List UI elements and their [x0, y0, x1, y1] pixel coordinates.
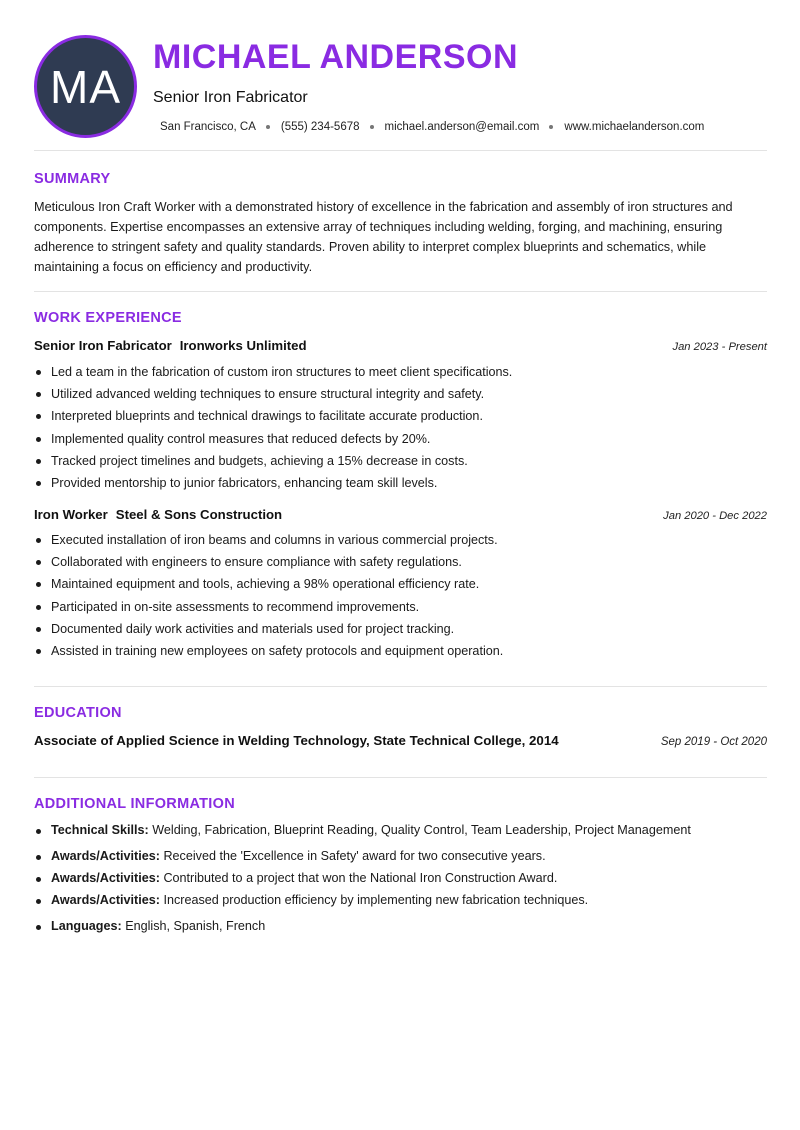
education-degree: Associate of Applied Science in Welding Technology, State Technical College, 2014 — [34, 733, 559, 748]
separator-dot — [266, 125, 270, 129]
job-header — [34, 338, 767, 353]
info-label: Awards/Activities: — [51, 893, 160, 907]
list-item: Maintained equipment and tools, achieving a 98% operational efficiency rate. — [51, 573, 767, 595]
list-item: Collaborated with engineers to ensure compliance with safety regulations. — [51, 551, 767, 573]
job-header — [34, 507, 767, 522]
info-label: Languages: — [51, 919, 122, 933]
section-divider — [34, 777, 767, 778]
contact-email[interactable]: michael.anderson@email.com — [384, 121, 540, 133]
job-title: Senior Iron Fabricator — [153, 89, 308, 106]
work-experience-heading: WORK EXPERIENCE — [34, 310, 182, 326]
list-item — [51, 823, 691, 837]
list-item — [51, 849, 546, 863]
contact-location: San Francisco, CA — [160, 121, 256, 133]
section-divider — [34, 686, 767, 687]
list-item: Documented daily work activities and materials used for project tracking. — [51, 618, 767, 640]
list-item: Interpreted blueprints and technical drawings to facilitate accurate production. — [51, 405, 767, 427]
education-heading: EDUCATION — [34, 705, 122, 721]
list-item: Executed installation of iron beams and columns in various commercial projects. — [51, 529, 767, 551]
list-item — [51, 919, 265, 933]
job-dates: Jan 2020 - Dec 2022 — [663, 510, 767, 522]
list-item: Utilized advanced welding techniques to ensure structural integrity and safety. — [51, 383, 767, 405]
info-label: Awards/Activities: — [51, 871, 160, 885]
list-item — [51, 871, 557, 885]
section-divider — [34, 291, 767, 292]
job-bullets — [51, 361, 767, 494]
job-dates: Jan 2023 - Present — [672, 341, 767, 353]
job-role: Iron Worker — [34, 507, 108, 522]
info-text: Received the 'Excellence in Safety' award for two consecutive years. — [163, 849, 546, 863]
resume-header — [0, 0, 800, 150]
avatar: MA — [34, 35, 137, 138]
list-item — [51, 893, 588, 907]
separator-dot — [370, 125, 374, 129]
info-text: Increased production efficiency by implementing new fabrication techniques. — [163, 893, 589, 907]
list-item: Provided mentorship to junior fabricators, enhancing team skill levels. — [51, 472, 767, 494]
additional-information-heading: ADDITIONAL INFORMATION — [34, 796, 235, 812]
list-item: Assisted in training new employees on safety protocols and equipment operation. — [51, 640, 767, 662]
job-company: Ironworks Unlimited — [179, 338, 307, 353]
info-label: Technical Skills: — [51, 823, 149, 837]
job-company: Steel & Sons Construction — [115, 507, 283, 522]
summary-heading: SUMMARY — [34, 171, 111, 187]
info-text: Welding, Fabrication, Blueprint Reading, Quality Control, Team Leadership, Project Management — [152, 823, 691, 837]
education-dates: Sep 2019 - Oct 2020 — [660, 736, 767, 748]
contact-line — [160, 121, 704, 133]
separator-dot — [549, 125, 553, 129]
list-item: Participated in on-site assessments to recommend improvements. — [51, 596, 767, 618]
info-text: Contributed to a project that won the National Iron Construction Award. — [163, 871, 558, 885]
job-role: Senior Iron Fabricator — [34, 338, 172, 353]
list-item: Led a team in the fabrication of custom iron structures to meet client specifications. — [51, 361, 767, 383]
info-text: English, Spanish, French — [125, 919, 266, 933]
list-item: Implemented quality control measures that reduced defects by 20%. — [51, 428, 767, 450]
contact-website[interactable]: www.michaelanderson.com — [564, 121, 705, 133]
list-item: Tracked project timelines and budgets, achieving a 15% decrease in costs. — [51, 450, 767, 472]
candidate-name: MICHAEL ANDERSON — [153, 38, 519, 76]
job-bullets — [51, 529, 767, 662]
education-entry — [34, 733, 767, 748]
contact-phone[interactable]: (555) 234-5678 — [280, 121, 360, 133]
section-divider — [34, 150, 767, 151]
info-label: Awards/Activities: — [51, 849, 160, 863]
summary-text: Meticulous Iron Craft Worker with a demonstrated history of excellence in the fabrication and assembly of iron structures and components. Expertise encompasses an extensive array of techniques including welding, forging, and machining, ensuring adherence to stringent safety and quality standards. Proven ability to interpret complex blueprints and schematics, while maintaining a focus on efficiency and productivity. — [34, 200, 733, 274]
